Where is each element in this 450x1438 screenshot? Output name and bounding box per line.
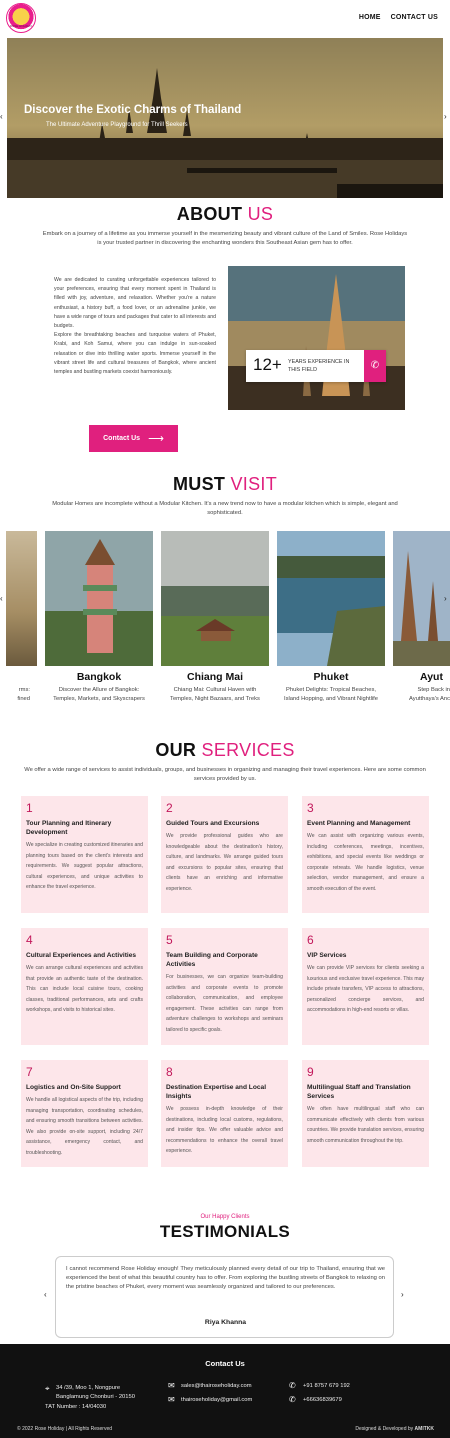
contact-us-button[interactable] (89, 425, 178, 452)
hero-slider (7, 38, 443, 198)
email-1[interactable]: sales@thairoseholiday.com (181, 1383, 252, 1389)
years-text: YEARS EXPERIENCE IN THIS FIELD (288, 359, 350, 373)
service-number: 5 (166, 933, 173, 947)
about-paragraph-1: We are dedicated to curating unforgettable experiences tailored to your preferences, ensuring that every moment spent in Thailand is filled with joy, adventure, and relaxation. Whether you're a nature enthusiast, a history buff, a food lover, or an adrenaline junkie, we have a wide range of tours and packages that cater to all interests and budgets. (54, 277, 216, 330)
service-text: We provide professional guides who are knowledgeable about the destination's history, culture, and landmarks. We arrange guided tours and excursions to popular sites, ensuring that clients have an enriching and informative experience. (166, 833, 283, 892)
site-footer (0, 1344, 450, 1438)
service-text: We handle all logistical aspects of the trip, including managing transportation, coordinating schedules, and ensuring smooth transitions between activities. We also provide on-site support, including 24/7 assistance, emergency contact, and troubleshooting. (26, 1097, 143, 1156)
service-title: Event Planning and Management (307, 820, 411, 827)
hero-title: Discover the Exotic Charms of Thailand (24, 104, 242, 116)
copyright: © 2022 Rose Holiday | All Rights Reserved (17, 1426, 113, 1432)
contact-us-button-label: Contact Us (103, 435, 141, 442)
must-visit-heading (0, 474, 450, 495)
destination-desc-bangkok: Discover the Allure of Bangkok: Temples, Markets, and Skyscrapers (53, 687, 145, 702)
phone-icon[interactable]: ✆ (364, 350, 386, 382)
destination-desc-chiang-mai: Chiang Mai: Cultural Haven with Temples, Night Bazaars, and Treks (170, 687, 260, 702)
service-text: We can arrange cultural experiences and activities that provide an authentic taste of the destination. This can include local cuisine tours, cooking classes, traditional performances, arts and crafts workshops, and visits to historical sites. (26, 965, 143, 1013)
partial-text-line-1: rms: (18, 687, 30, 693)
about-intro: Embark on a journey of a lifetime as you immerse yourself in the mesmerizing beauty and vibrant culture of the Land of Smiles. Rose Holidays is your trusted partner in discovering the enchanting wonders this Southeast Asian gem has to offer. (42, 231, 408, 246)
service-card-2 (161, 796, 288, 913)
destination-image-chiang-mai[interactable] (161, 531, 269, 666)
address-line-2: Banglamung Chonburi - 20150 (56, 1394, 135, 1400)
phone-icon: ✆ (289, 1395, 296, 1404)
phone-1[interactable]: +91 8757 679 192 (303, 1383, 350, 1389)
service-card-1 (21, 796, 148, 913)
about-heading-pink: US (247, 204, 274, 224)
destination-name-ayutthaya: Ayut (420, 671, 443, 683)
email-icon: ✉ (168, 1395, 175, 1404)
service-card-7 (21, 1060, 148, 1167)
service-title: Destination Expertise and Local Insights (166, 1084, 267, 1100)
must-visit-heading-dark: MUST (172, 474, 226, 494)
arrow-right-icon: ⟶ (148, 433, 164, 445)
about-heading (0, 204, 450, 225)
service-text: We possess in-depth knowledge of their destinations, including local customs, regulations, and insider tips. We offer valuable advice and recommendations to enhance the overall travel experience. (166, 1106, 283, 1154)
email-icon: ✉ (168, 1381, 175, 1390)
temple-silhouette-image (7, 38, 443, 198)
footer-address (56, 1384, 135, 1402)
service-text: We often have multilingual staff who can communicate effectively with clients from various countries. We provide translation services, ensuring smooth communication throughout the trip. (307, 1106, 424, 1144)
destination-image-phuket[interactable] (277, 531, 385, 666)
destination-desc-phuket: Phuket Delights: Tropical Beaches, Island Hopping, and Vibrant Nightlife (284, 687, 378, 702)
designed-by (355, 1426, 434, 1432)
hero-next-arrow-icon[interactable]: › (444, 112, 447, 121)
destination-image-bangkok[interactable] (45, 531, 153, 666)
destination-name-phuket: Phuket (313, 671, 349, 683)
service-text: We can assist with organizing various events, including conferences, meetings, incentives, exhibitions, and special events like weddings or corporate retreats. We handle logistics, venue selection, vendor management, and ensure a smooth execution of the event. (307, 833, 424, 892)
rose-holiday-logo[interactable] (6, 3, 36, 33)
designer-link[interactable]: AMITKK (414, 1426, 434, 1432)
service-card-6 (302, 928, 429, 1045)
service-card-9 (302, 1060, 429, 1167)
services-intro: We offer a wide range of services to assist individuals, groups, and businesses in organizing and managing their travel experiences. Here are some common services provided by us. (24, 767, 426, 782)
service-title: Guided Tours and Excursions (166, 820, 260, 827)
service-number: 7 (26, 1065, 33, 1079)
phone-icon: ✆ (289, 1381, 296, 1390)
partial-text-line-2: fined (17, 696, 30, 702)
service-number: 8 (166, 1065, 173, 1079)
tat-number: TAT Number : 14/04030 (45, 1404, 107, 1410)
must-visit-intro: Modular Homes are incomplete without a Modular Kitchen. It's a new trend now to have a modular kitchen which is simple, elegant and sophisticated. (52, 501, 398, 516)
testimonial-prev-arrow-icon[interactable]: ‹ (44, 1290, 47, 1299)
years-experience-box (246, 350, 386, 382)
service-text: For businesses, we can organize team-building activities and corporate events to promote collaboration, communication, and employee engagement. These activities can range from adventure challenges to workshops and seminars tailored to specific goals. (166, 974, 283, 1033)
destination-name-chiang-mai: Chiang Mai (186, 671, 243, 683)
address-line-1: 34 /39, Moo 1, Nongpure (56, 1385, 121, 1391)
designed-label: Designed & Developed by (355, 1426, 414, 1432)
services-heading-dark: OUR (155, 740, 197, 760)
hero-prev-arrow-icon[interactable]: ‹ (0, 112, 3, 121)
service-number: 3 (307, 801, 314, 815)
about-heading-dark: ABOUT (176, 204, 243, 224)
service-card-3 (302, 796, 429, 913)
service-title: Tour Planning and Itinerary Development (26, 820, 112, 836)
about-body (54, 276, 216, 377)
service-title: Team Building and Corporate Activities (166, 952, 258, 968)
service-card-4 (21, 928, 148, 1045)
testimonial-next-arrow-icon[interactable]: › (401, 1290, 404, 1299)
partial-destination-text (0, 686, 30, 704)
services-heading (0, 740, 450, 761)
service-text: We can provide VIP services for clients seeking a luxurious and exclusive travel experience. This may include private transfers, VIP access to attractions, personalized concierge services, and accommodations in high-end resorts or villas. (307, 965, 424, 1013)
service-card-8 (161, 1060, 288, 1167)
carousel-next-arrow-icon[interactable]: › (444, 594, 447, 603)
testimonial-author: Riya Khanna (204, 1319, 247, 1326)
testimonial-quote: I cannot recommend Rose Holiday enough! They meticulously planned every detail of our trip to Thailand, ensuring that we experienced the best of what this beautiful country has to offer. From exploring the bustling streets of Bangkok to relaxing on the pristine beaches of Phuket, every moment was seamlessly organized and tailored to our preferences. (66, 1266, 385, 1290)
service-title: Logistics and On-Site Support (26, 1084, 121, 1091)
service-number: 9 (307, 1065, 314, 1079)
service-title: Multilingual Staff and Translation Services (307, 1084, 411, 1100)
testimonials-kicker: Our Happy Clients (200, 1214, 250, 1220)
service-title: VIP Services (307, 952, 347, 959)
years-number: 12+ (253, 355, 282, 374)
phone-2[interactable]: +66636839679 (303, 1397, 342, 1403)
logo-text: ROSE HOLIDAY (9, 24, 33, 28)
about-paragraph-2: Explore the breathtaking beaches and turquoise waters of Phuket, Krabi, and Koh Samui, where you can indulge in sun-soaked relaxation or dive into thrilling water sports. Immerse yourself in the vibrant street life and cultural treasures of Bangkok, where ancient temples and bustling markets coexist harmoniously. (54, 332, 216, 376)
service-number: 4 (26, 933, 33, 947)
hero-subtitle: The Ultimate Adventure Playground for Thrill Seekers (46, 122, 188, 128)
service-card-5 (161, 928, 288, 1045)
carousel-prev-arrow-icon[interactable]: ‹ (0, 594, 3, 603)
service-title: Cultural Experiences and Activities (26, 952, 137, 959)
site-header (0, 0, 450, 38)
nav-contact-us[interactable]: CONTACT US (390, 14, 438, 21)
destination-image-partial-left[interactable] (6, 531, 37, 666)
service-number: 1 (26, 801, 33, 815)
main-nav (359, 14, 438, 21)
testimonials-heading: TESTIMONIALS (159, 1222, 291, 1241)
service-number: 2 (166, 801, 173, 815)
nav-home[interactable]: HOME (358, 14, 381, 21)
destination-name-bangkok: Bangkok (76, 671, 122, 683)
destination-desc-ayutthaya: Step Back in Ayutthaya's Anc (409, 687, 450, 702)
service-number: 6 (307, 933, 314, 947)
location-icon: ⌖ (45, 1384, 50, 1393)
service-text: We specialize in creating customized itineraries and planning tours based on the client's interests and requirements. We suggest popular attractions, cultural experiences, and unique activities to enhance the travel experience. (26, 842, 143, 890)
must-visit-heading-pink: VISIT (230, 474, 278, 494)
testimonial-card (55, 1256, 394, 1338)
services-heading-pink: SERVICES (201, 740, 295, 760)
about-temple-image (228, 266, 405, 410)
destination-image-ayutthaya[interactable] (393, 531, 450, 666)
email-2[interactable]: thairoseholiday@gmail.com (181, 1397, 253, 1403)
footer-title: Contact Us (205, 1359, 245, 1368)
